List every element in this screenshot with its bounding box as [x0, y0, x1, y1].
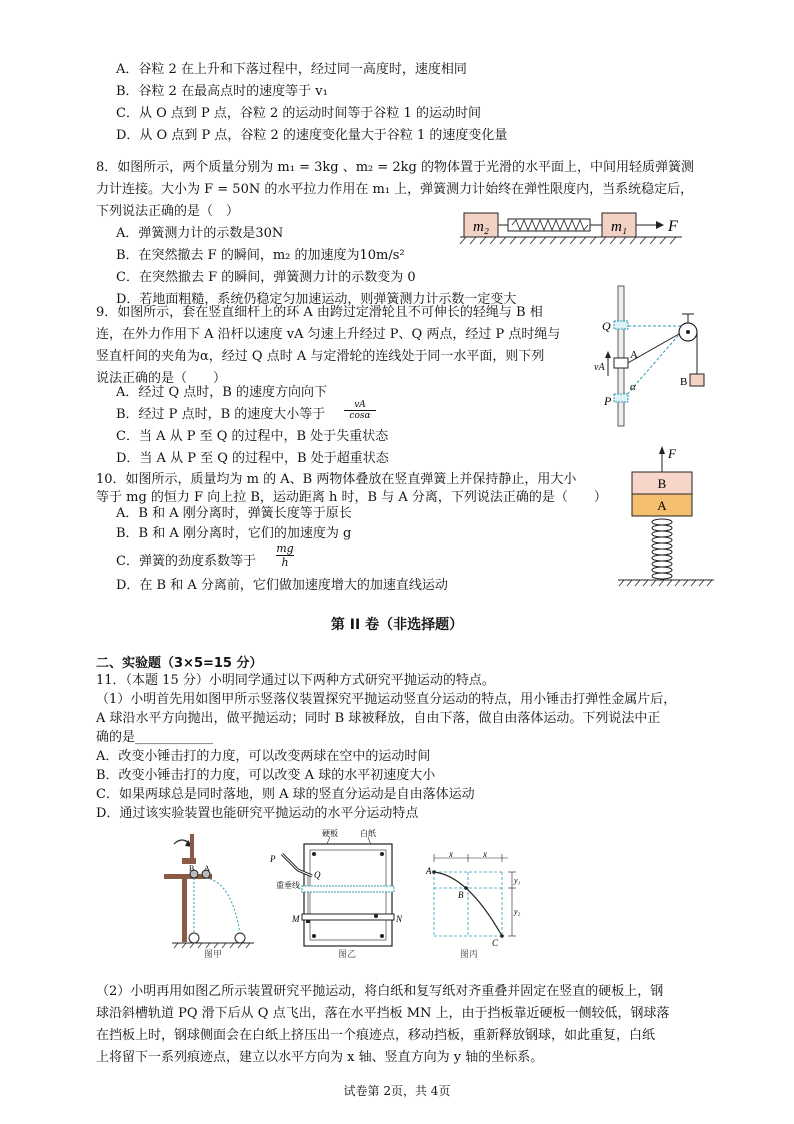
x1-label: x — [449, 849, 453, 859]
q10-fraction-numerator: mg — [276, 542, 294, 555]
q9-option-d: D．当 A 从 P 至 Q 的过程中，B 处于超重状态 — [116, 451, 389, 466]
q11-part1-line3: 确的是____________ — [96, 730, 214, 745]
q10-option-c: C．弹簧的劲度系数等于 — [116, 554, 256, 569]
caption-jia: 图甲 — [204, 950, 223, 960]
q9-stem-line1: 9．如图所示，套在竖直细杆上的环 A 由跨过定滑轮且不可伸长的轻绳与 B 相 — [96, 305, 543, 320]
q10-stem-line2: 等于 mg 的恒力 F 向上拉 B，运动距离 h 时，B 与 A 分离，下列说法正确的是（ ） — [96, 490, 607, 505]
page-footer: 试卷第 2页，共 4页 — [343, 1084, 451, 1098]
q11-part2-line4: 上将留下一系列痕迹点，建立以水平方向为 x 轴、竖直方向为 y 轴的坐标系。 — [96, 1050, 544, 1065]
q9-stem-line3: 竖直杆间的夹角为α，经过 Q 点时 A 与定滑轮的连线处于同一水平面，则下列 — [96, 349, 545, 364]
point-c-label: C — [492, 938, 499, 948]
q7-option-d: D．从 O 点到 P 点，谷粒 2 的速度变化量大于谷粒 1 的速度变化量 — [116, 128, 508, 143]
point-q-label: Q — [314, 870, 321, 880]
q8-stem-line2: 力计连接。大小为 F = 50N 的水平拉力作用在 m₁ 上，弹簧测力计始终在弹性限度内，当系统稳定后， — [96, 182, 694, 197]
point-a-label: A — [426, 866, 432, 876]
q10-fraction-denominator: h — [281, 556, 289, 569]
q9-stem-line4: 说法正确的是（ ） — [96, 371, 227, 386]
force-label: F — [668, 218, 678, 235]
q10-fraction — [276, 542, 294, 569]
q8-figure-spring-scale — [460, 208, 690, 248]
point-p-label: P — [604, 394, 612, 408]
part2-heading: 二、实验题（3×5=15 分） — [96, 656, 263, 671]
y2-label: y₂ — [514, 907, 521, 916]
q7-option-b: B．谷粒 2 在最高点时的速度等于 v₁ — [116, 84, 328, 99]
q9-stem-line2: 连，在外力作用下 A 沿杆以速度 vA 匀速上升经过 P、Q 两点，经过 P 点时绳与 — [96, 327, 561, 342]
q11-part2-line1: （2）小明再用如图乙所示装置研究平抛运动，将白纸和复写纸对齐重叠并固定在竖直的硬板上，钢 — [96, 984, 664, 999]
q9-fraction-denominator: cosα — [349, 411, 371, 421]
q9-option-b: B．经过 P 点时，B 的速度大小等于 — [116, 407, 326, 422]
q8-option-a: A．弹簧测力计的示数是30N — [116, 226, 284, 241]
section-ii-title: 第 II 卷（非选择题） — [330, 617, 464, 633]
caption-bing: 图丙 — [460, 950, 479, 960]
m2-label: m₂ — [472, 219, 490, 235]
q11-part2-line2: 球沿斜槽轨道 PQ 滑下后从 Q 点飞出，落在水平挡板 MN 上，由于挡板靠近硬板一侧较低，钢球落 — [96, 1006, 670, 1021]
q11-option-c: C．如果两球总是同时落地，则 A 球的竖直分运动是自由落体运动 — [96, 787, 475, 802]
q11-stem: 11．（本题 15 分）小明同学通过以下两种方式研究平抛运动的特点。 — [96, 673, 495, 688]
velocity-label: vA — [594, 362, 605, 373]
q8-option-c: C．在突然撤去 F 的瞬间，弹簧测力计的示数变为 0 — [116, 270, 416, 285]
point-b-label: B — [458, 890, 464, 900]
board-label: 硬板 — [322, 829, 338, 838]
point-m-label: M — [292, 914, 300, 924]
q10-option-d: D．在 B 和 A 分离前，它们做加速度增大的加速直线运动 — [116, 578, 448, 593]
q7-option-a: A．谷粒 2 在上升和下落过程中，经过同一高度时，速度相同 — [116, 62, 467, 77]
q11-part2-line3: 在挡板上时，钢球侧面会在白纸上挤压出一个痕迹点，移动挡板，重新释放钢球，如此重复，白纸 — [96, 1028, 656, 1043]
block-b-label: B — [680, 376, 688, 388]
q9-option-c: C．当 A 从 P 至 Q 的过程中，B 处于失重状态 — [116, 429, 389, 444]
q11-part1-line1: （1）小明首先用如图甲所示竖落仪装置探究平抛运动竖直分运动的特点，用小锤击打弹性金属片后， — [96, 692, 677, 707]
caption-yi: 图乙 — [338, 950, 357, 960]
q11-part1-line2: A 球沿水平方向抛出，做平抛运动；同时 B 球被释放，自由下落，做自由落体运动。下列说法中正 — [96, 711, 661, 726]
q8-stem-line3: 下列说法正确的是（ ） — [96, 204, 240, 219]
point-p-label: P — [270, 854, 276, 864]
block-a-label: A — [657, 498, 667, 513]
plumb-label: 重垂线 — [276, 881, 300, 890]
point-q-label: Q — [602, 319, 611, 333]
q8-option-d: D．若地面粗糙，系统仍稳定匀加速运动，则弹簧测力计示数一定变大 — [116, 292, 517, 307]
force-f-label: F — [668, 446, 676, 461]
q9-fraction — [344, 400, 376, 421]
ring-a-label: A — [630, 349, 638, 361]
figure-yi-board-apparatus — [268, 826, 408, 956]
paper-label: 白纸 — [360, 829, 376, 838]
ball-b-label: B — [189, 864, 195, 873]
y1-label: y₁ — [514, 876, 521, 885]
q11-option-a: A．改变小锤击打的力度，可以改变两球在空中的运动时间 — [96, 749, 431, 764]
q11-option-d: D．通过该实验装置也能研究平抛运动的水平分运动特点 — [96, 806, 419, 821]
m1-label: m₁ — [610, 219, 628, 235]
q10-figure-spring-blocks — [618, 444, 722, 586]
q9-figure-pulley — [596, 286, 716, 428]
alpha-label: α — [630, 381, 636, 393]
q7-option-c: C．从 O 点到 P 点，谷粒 2 的运动时间等于谷粒 1 的运动时间 — [116, 106, 481, 121]
q9-option-a: A．经过 Q 点时，B 的速度方向向下 — [116, 385, 327, 400]
q8-stem-line1: 8．如图所示，两个质量分别为 m₁ = 3kg 、m₂ = 2kg 的物体置于光滑的水平面上，中间用轻质弹簧测 — [96, 160, 695, 175]
x2-label: x — [483, 849, 487, 859]
q11-option-b: B．改变小锤击打的力度，可以改变 A 球的水平初速度大小 — [96, 768, 436, 783]
figure-bing-trajectory-grid — [420, 848, 530, 952]
ball-a-label: A — [204, 864, 210, 873]
point-n-label: N — [396, 914, 403, 924]
figure-jia-drop-apparatus — [160, 830, 260, 956]
q9-fraction-numerator: vA — [344, 400, 376, 411]
q8-option-b: B．在突然撤去 F 的瞬间，m₂ 的加速度为10m/s² — [116, 248, 405, 263]
q10-option-a: A．B 和 A 刚分离时，弹簧长度等于原长 — [116, 506, 352, 521]
block-b-label: B — [657, 476, 667, 491]
q10-stem-line1: 10．如图所示，质量均为 m 的 A、B 两物体叠放在竖直弹簧上并保持静止，用大小 — [96, 472, 577, 487]
q10-option-b: B．B 和 A 刚分离时，它们的加速度为 g — [116, 526, 352, 541]
